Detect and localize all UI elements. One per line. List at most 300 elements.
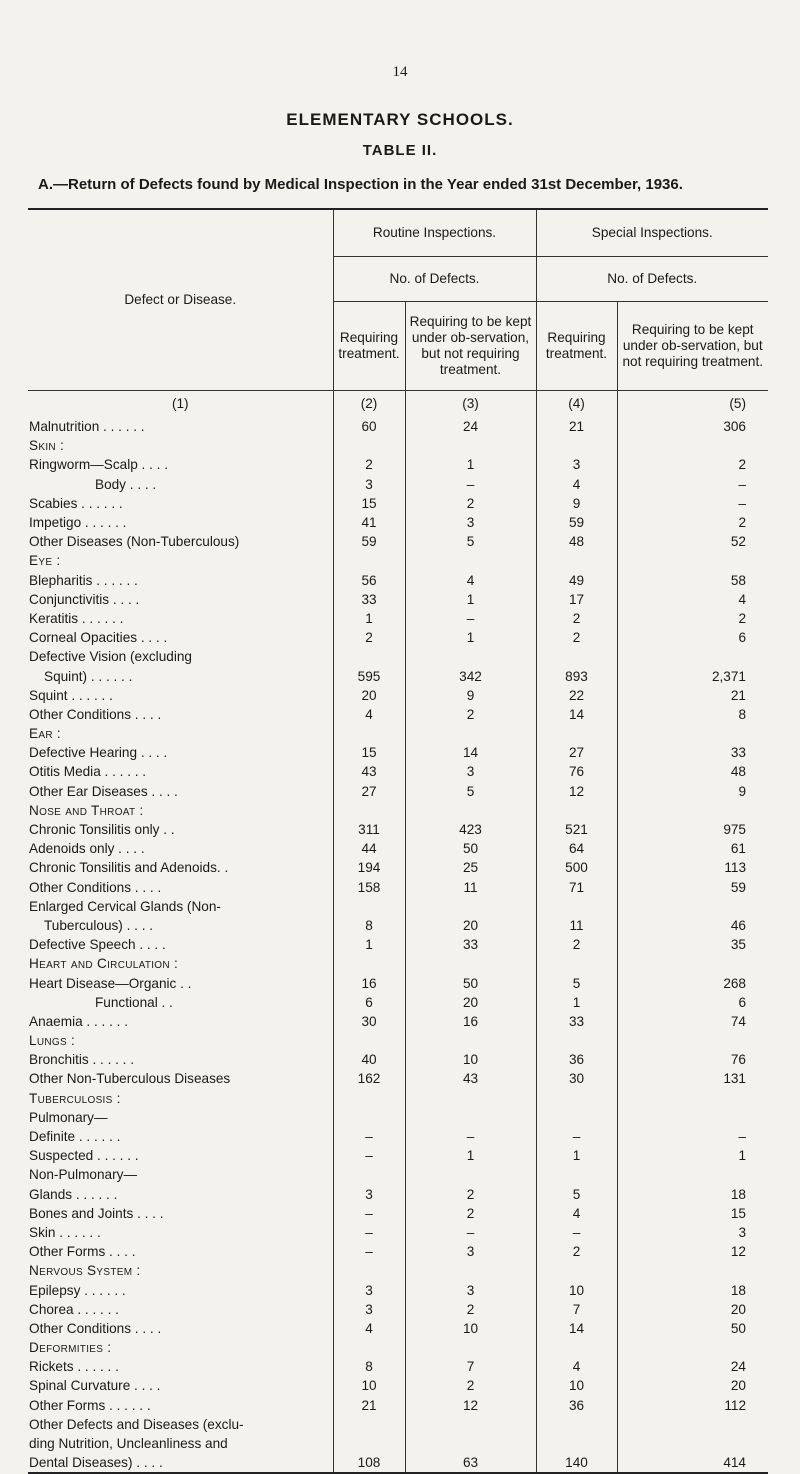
cell-col4: 140 [536, 1453, 617, 1473]
table-row [28, 571, 768, 590]
cell-col5: – [617, 494, 768, 513]
table-row [28, 705, 768, 724]
table-row [28, 916, 768, 935]
cell-col5: 18 [617, 1280, 768, 1299]
cell-col3: 3 [405, 1280, 536, 1299]
defect-label: Other Conditions . . . . [29, 879, 162, 895]
section-header-row [28, 1089, 768, 1108]
cell-col3: 10 [405, 1319, 536, 1338]
cell-col4 [536, 647, 617, 666]
cell-col4: 5 [536, 973, 617, 992]
table-row [28, 1204, 768, 1223]
cell-col3: – [405, 609, 536, 628]
cell-col4 [536, 724, 617, 743]
cell-col2 [333, 1108, 405, 1127]
column-number: (2) [333, 391, 405, 418]
section-header-row [28, 1338, 768, 1357]
cell-col3: – [405, 475, 536, 494]
cell-col5: 6 [617, 628, 768, 647]
column-number-row [28, 391, 768, 418]
cell-col3 [405, 1434, 536, 1453]
cell-col2: 8 [333, 916, 405, 935]
cell-col3: 33 [405, 935, 536, 954]
cell-col2 [333, 954, 405, 973]
section-header-row [28, 1031, 768, 1050]
cell-col3: 9 [405, 686, 536, 705]
cell-col2: 20 [333, 686, 405, 705]
cell-col2 [333, 1031, 405, 1050]
table-row [28, 1012, 768, 1031]
defect-label: Heart Disease—Organic . . [29, 975, 192, 991]
table-row [28, 820, 768, 839]
defect-label: Malnutrition . . . . . . [29, 419, 145, 435]
cell-col3: 2 [405, 1185, 536, 1204]
column-number: (5) [617, 391, 768, 418]
defect-label: Otitis Media . . . . . . [29, 764, 147, 780]
cell-col3: 16 [405, 1012, 536, 1031]
cell-col2 [333, 1089, 405, 1108]
defect-label: Ringworm—Scalp . . . . [29, 457, 168, 473]
cell-col4: 30 [536, 1069, 617, 1088]
cell-col2: 10 [333, 1376, 405, 1395]
cell-col4: 2 [536, 935, 617, 954]
defect-label: Definite . . . . . . [29, 1129, 121, 1145]
cell-col5: 61 [617, 839, 768, 858]
cell-col3: 1 [405, 628, 536, 647]
cell-col2: 8 [333, 1357, 405, 1376]
cell-col4 [536, 1089, 617, 1108]
table-row [28, 1050, 768, 1069]
cell-col2 [333, 1415, 405, 1434]
table-row [28, 628, 768, 647]
cell-col3 [405, 1261, 536, 1280]
cell-col2: 3 [333, 1300, 405, 1319]
cell-col5: 4 [617, 590, 768, 609]
cell-col3: 2 [405, 494, 536, 513]
cell-col5: 1 [617, 1146, 768, 1165]
defect-label: Conjunctivitis . . . . [29, 591, 140, 607]
table-row [28, 782, 768, 801]
cell-col3: 50 [405, 973, 536, 992]
cell-col3: 11 [405, 878, 536, 897]
cell-col4: 4 [536, 475, 617, 494]
section-label: Heart and Circulation : [29, 956, 179, 972]
table-row [28, 513, 768, 532]
table-row [28, 1280, 768, 1299]
cell-col2: 41 [333, 513, 405, 532]
cell-col2: 27 [333, 782, 405, 801]
cell-col4: – [536, 1223, 617, 1242]
cell-col4: 10 [536, 1376, 617, 1395]
cell-col2: – [333, 1146, 405, 1165]
cell-col5 [617, 801, 768, 820]
cell-col2 [333, 647, 405, 666]
defect-label: Suspected . . . . . . [29, 1148, 139, 1164]
table-row [28, 1453, 768, 1473]
cell-col5: 112 [617, 1396, 768, 1415]
routine-no-defects-header: No. of Defects. [333, 257, 536, 302]
cell-col2: 311 [333, 820, 405, 839]
cell-col4: 2 [536, 1242, 617, 1261]
cell-col5 [617, 1338, 768, 1357]
cell-col3: 3 [405, 513, 536, 532]
cell-col2: 56 [333, 571, 405, 590]
cell-col4: 71 [536, 878, 617, 897]
defect-label: Chronic Tonsilitis only . . [29, 822, 175, 838]
cell-col4 [536, 1434, 617, 1453]
cell-col4: 48 [536, 532, 617, 551]
table-row [28, 762, 768, 781]
defects-table [28, 208, 768, 1474]
cell-col2 [333, 1165, 405, 1184]
cell-col2: 162 [333, 1069, 405, 1088]
table-row [28, 743, 768, 762]
cell-col4: 27 [536, 743, 617, 762]
cell-col2: 16 [333, 973, 405, 992]
cell-col3: 24 [405, 417, 536, 436]
cell-col5: 2,371 [617, 666, 768, 685]
section-label: Tuberculosis : [29, 1090, 121, 1106]
cell-col4: 5 [536, 1185, 617, 1204]
cell-col3 [405, 647, 536, 666]
cell-col5 [617, 897, 768, 916]
defect-label: Glands . . . . . . [29, 1186, 118, 1202]
defect-label: Other Conditions . . . . [29, 1320, 162, 1336]
cell-col2: 3 [333, 1185, 405, 1204]
cell-col2 [333, 1338, 405, 1357]
cell-col2: 15 [333, 743, 405, 762]
cell-col4 [536, 1338, 617, 1357]
defect-label: Squint) . . . . . . [44, 668, 133, 684]
cell-col4: 14 [536, 705, 617, 724]
document-title: ELEMENTARY SCHOOLS. [286, 110, 514, 129]
cell-col4 [536, 1261, 617, 1280]
column-number: (1) [171, 396, 189, 411]
cell-col3: 10 [405, 1050, 536, 1069]
section-label: Deformities : [29, 1340, 112, 1356]
section-label: Nervous System : [29, 1263, 141, 1279]
cell-col5: 18 [617, 1185, 768, 1204]
section-header-row [28, 436, 768, 455]
cell-col3: 2 [405, 1204, 536, 1223]
cell-col5: 268 [617, 973, 768, 992]
cell-col5 [617, 1089, 768, 1108]
cell-col3 [405, 1338, 536, 1357]
table-row [28, 590, 768, 609]
cell-col5 [617, 551, 768, 570]
table-row [28, 1165, 768, 1184]
cell-col2 [333, 897, 405, 916]
cell-col3 [405, 551, 536, 570]
cell-col2 [333, 1261, 405, 1280]
cell-col3 [405, 1031, 536, 1050]
cell-col4 [536, 1108, 617, 1127]
cell-col2: 2 [333, 455, 405, 474]
cell-col4 [536, 801, 617, 820]
cell-col5: 59 [617, 878, 768, 897]
cell-col2: – [333, 1127, 405, 1146]
defect-label: Other Defects and Diseases (exclu- [29, 1416, 244, 1432]
table-row [28, 935, 768, 954]
cell-col3: – [405, 1223, 536, 1242]
cell-col2: – [333, 1242, 405, 1261]
cell-col5 [617, 724, 768, 743]
table-row [28, 1434, 768, 1453]
table-body [28, 391, 768, 1474]
table-row [28, 858, 768, 877]
table-row [28, 1396, 768, 1415]
cell-col5: 33 [617, 743, 768, 762]
special-requiring-treatment-header: Requiring treatment. [536, 302, 617, 391]
section-header-row [28, 551, 768, 570]
cell-col2 [333, 801, 405, 820]
section-header-row [28, 724, 768, 743]
table-row [28, 609, 768, 628]
routine-requiring-treatment-header: Requiring treatment. [333, 302, 405, 391]
cell-col5: 9 [617, 782, 768, 801]
section-label: Ear : [29, 726, 62, 742]
defect-label: Bones and Joints . . . . [29, 1205, 164, 1221]
table-row [28, 1127, 768, 1146]
cell-col2: – [333, 1204, 405, 1223]
cell-col2 [333, 551, 405, 570]
column-number: (4) [536, 391, 617, 418]
cell-col2: 6 [333, 993, 405, 1012]
cell-col2: 44 [333, 839, 405, 858]
defect-label: Chorea . . . . . . [29, 1301, 119, 1317]
table-row [28, 878, 768, 897]
cell-col4 [536, 1165, 617, 1184]
cell-col4: 36 [536, 1396, 617, 1415]
cell-col4: 11 [536, 916, 617, 935]
cell-col5: 131 [617, 1069, 768, 1088]
defect-label: Chronic Tonsilitis and Adenoids. . [29, 860, 229, 876]
defect-label: Other Diseases (Non-Tuberculous) [29, 534, 240, 550]
cell-col3 [405, 801, 536, 820]
cell-col5: 6 [617, 993, 768, 1012]
cell-col4: 4 [536, 1357, 617, 1376]
cell-col3: 14 [405, 743, 536, 762]
cell-col3 [405, 1089, 536, 1108]
cell-col4: 9 [536, 494, 617, 513]
cell-col2: 158 [333, 878, 405, 897]
cell-col5: 113 [617, 858, 768, 877]
defect-label: ding Nutrition, Uncleanliness and [29, 1436, 228, 1452]
cell-col5 [617, 1031, 768, 1050]
cell-col5: 35 [617, 935, 768, 954]
cell-col3: 3 [405, 1242, 536, 1261]
cell-col4 [536, 897, 617, 916]
defect-label: Keratitis . . . . . . [29, 610, 124, 626]
table-row [28, 647, 768, 666]
section-header-row [28, 1261, 768, 1280]
cell-col2: 1 [333, 935, 405, 954]
cell-col3 [405, 724, 536, 743]
cell-col5: 8 [617, 705, 768, 724]
cell-col2: 59 [333, 532, 405, 551]
cell-col3: 342 [405, 666, 536, 685]
section-label: Lungs : [29, 1033, 76, 1049]
cell-col3: 20 [405, 916, 536, 935]
cell-col4: 521 [536, 820, 617, 839]
cell-col3: 63 [405, 1453, 536, 1473]
cell-col4: 21 [536, 417, 617, 436]
cell-col2 [333, 436, 405, 455]
cell-col3: 1 [405, 455, 536, 474]
defect-column-header: Defect or Disease. [28, 209, 333, 391]
defect-label: Non-Pulmonary— [29, 1167, 138, 1183]
cell-col2: 15 [333, 494, 405, 513]
cell-col4: 14 [536, 1319, 617, 1338]
table-row [28, 417, 768, 436]
cell-col5: 20 [617, 1376, 768, 1395]
special-observation-header: Requiring to be kept under ob-servation, but not requiring treatment. [617, 302, 768, 391]
cell-col4 [536, 1415, 617, 1434]
cell-col2: 40 [333, 1050, 405, 1069]
table-row [28, 1376, 768, 1395]
cell-col3: 1 [405, 1146, 536, 1165]
cell-col5: 2 [617, 455, 768, 474]
section-label: Eye : [29, 553, 61, 569]
table-row [28, 666, 768, 685]
cell-col2: 108 [333, 1453, 405, 1473]
cell-col2: 3 [333, 1280, 405, 1299]
cell-col5: 20 [617, 1300, 768, 1319]
defect-label: Bronchitis . . . . . . [29, 1052, 135, 1068]
cell-col2: 21 [333, 1396, 405, 1415]
table-row [28, 494, 768, 513]
cell-col4: 4 [536, 1204, 617, 1223]
cell-col5 [617, 1108, 768, 1127]
cell-col2: 43 [333, 762, 405, 781]
defect-label: Adenoids only . . . . [29, 841, 145, 857]
cell-col4: 76 [536, 762, 617, 781]
cell-col2 [333, 1434, 405, 1453]
section-header-row [28, 801, 768, 820]
cell-col4: 17 [536, 590, 617, 609]
cell-col2: 33 [333, 590, 405, 609]
defect-label: Impetigo . . . . . . [29, 515, 127, 531]
cell-col4: – [536, 1127, 617, 1146]
cell-col3 [405, 436, 536, 455]
cell-col4: 33 [536, 1012, 617, 1031]
special-inspections-header: Special Inspections. [536, 209, 768, 257]
cell-col5: 975 [617, 820, 768, 839]
cell-col4 [536, 436, 617, 455]
cell-col5: 76 [617, 1050, 768, 1069]
cell-col4: 1 [536, 993, 617, 1012]
defect-label: Other Forms . . . . . . [29, 1397, 151, 1413]
cell-col5: 74 [617, 1012, 768, 1031]
cell-col5: 414 [617, 1453, 768, 1473]
table-row [28, 993, 768, 1012]
section-label: Skin : [29, 438, 65, 454]
cell-col5: – [617, 1127, 768, 1146]
cell-col2: 3 [333, 475, 405, 494]
cell-col3: 50 [405, 839, 536, 858]
cell-col4 [536, 551, 617, 570]
cell-col4: 22 [536, 686, 617, 705]
cell-col5: 2 [617, 513, 768, 532]
cell-col5: 24 [617, 1357, 768, 1376]
cell-col2: 60 [333, 417, 405, 436]
cell-col5 [617, 1165, 768, 1184]
cell-col4: 64 [536, 839, 617, 858]
cell-col3: 2 [405, 705, 536, 724]
table-row [28, 1242, 768, 1261]
cell-col4: 500 [536, 858, 617, 877]
cell-col5: 58 [617, 571, 768, 590]
defect-label: Squint . . . . . . [29, 687, 113, 703]
cell-col3: 2 [405, 1300, 536, 1319]
defect-label: Scabies . . . . . . [29, 495, 123, 511]
table-caption: A.—Return of Defects found by Medical Inspection in the Year ended 31st December, 1936. [38, 176, 683, 193]
defect-label: Rickets . . . . . . [29, 1359, 119, 1375]
cell-col3 [405, 1108, 536, 1127]
cell-col2: 4 [333, 1319, 405, 1338]
cell-col5 [617, 647, 768, 666]
section-label: Nose and Throat : [29, 802, 144, 818]
table-row [28, 1223, 768, 1242]
defect-label: Enlarged Cervical Glands (Non- [29, 898, 221, 914]
cell-col4 [536, 1031, 617, 1050]
cell-col5 [617, 1261, 768, 1280]
defect-label: Body . . . . [95, 476, 157, 492]
cell-col2: – [333, 1223, 405, 1242]
section-header-row [28, 954, 768, 973]
table-row [28, 1069, 768, 1088]
defect-label: Defective Hearing . . . . [29, 745, 168, 761]
cell-col5 [617, 954, 768, 973]
cell-col4: 2 [536, 628, 617, 647]
table-row [28, 532, 768, 551]
cell-col5: 52 [617, 532, 768, 551]
cell-col5 [617, 1415, 768, 1434]
cell-col3: 5 [405, 532, 536, 551]
cell-col4: 3 [536, 455, 617, 474]
cell-col4: 10 [536, 1280, 617, 1299]
cell-col5: 2 [617, 609, 768, 628]
cell-col5: 3 [617, 1223, 768, 1242]
routine-observation-header: Requiring to be kept under ob-servation, but not requiring treatment. [405, 302, 536, 391]
column-number: (3) [405, 391, 536, 418]
defect-label: Functional . . [95, 994, 173, 1010]
table-header [28, 209, 768, 391]
defect-label: Tuberculous) . . . . [44, 917, 154, 933]
defect-label: Other Ear Diseases . . . . [29, 783, 178, 799]
cell-col3 [405, 897, 536, 916]
table-row [28, 1185, 768, 1204]
cell-col3 [405, 1415, 536, 1434]
cell-col5: 21 [617, 686, 768, 705]
cell-col3 [405, 1165, 536, 1184]
cell-col3: 3 [405, 762, 536, 781]
cell-col4: 36 [536, 1050, 617, 1069]
cell-col2: 595 [333, 666, 405, 685]
cell-col5 [617, 1434, 768, 1453]
defect-label: Dental Diseases) . . . . [28, 1453, 333, 1473]
cell-col4: 1 [536, 1146, 617, 1165]
table-row [28, 455, 768, 474]
cell-col3: 4 [405, 571, 536, 590]
cell-col2: 1 [333, 609, 405, 628]
cell-col4: 49 [536, 571, 617, 590]
cell-col5 [617, 436, 768, 455]
defect-label: Defective Speech . . . . [29, 937, 166, 953]
table-row [28, 897, 768, 916]
table-title: TABLE II. [362, 142, 438, 159]
defect-label: Other Forms . . . . [29, 1244, 136, 1260]
